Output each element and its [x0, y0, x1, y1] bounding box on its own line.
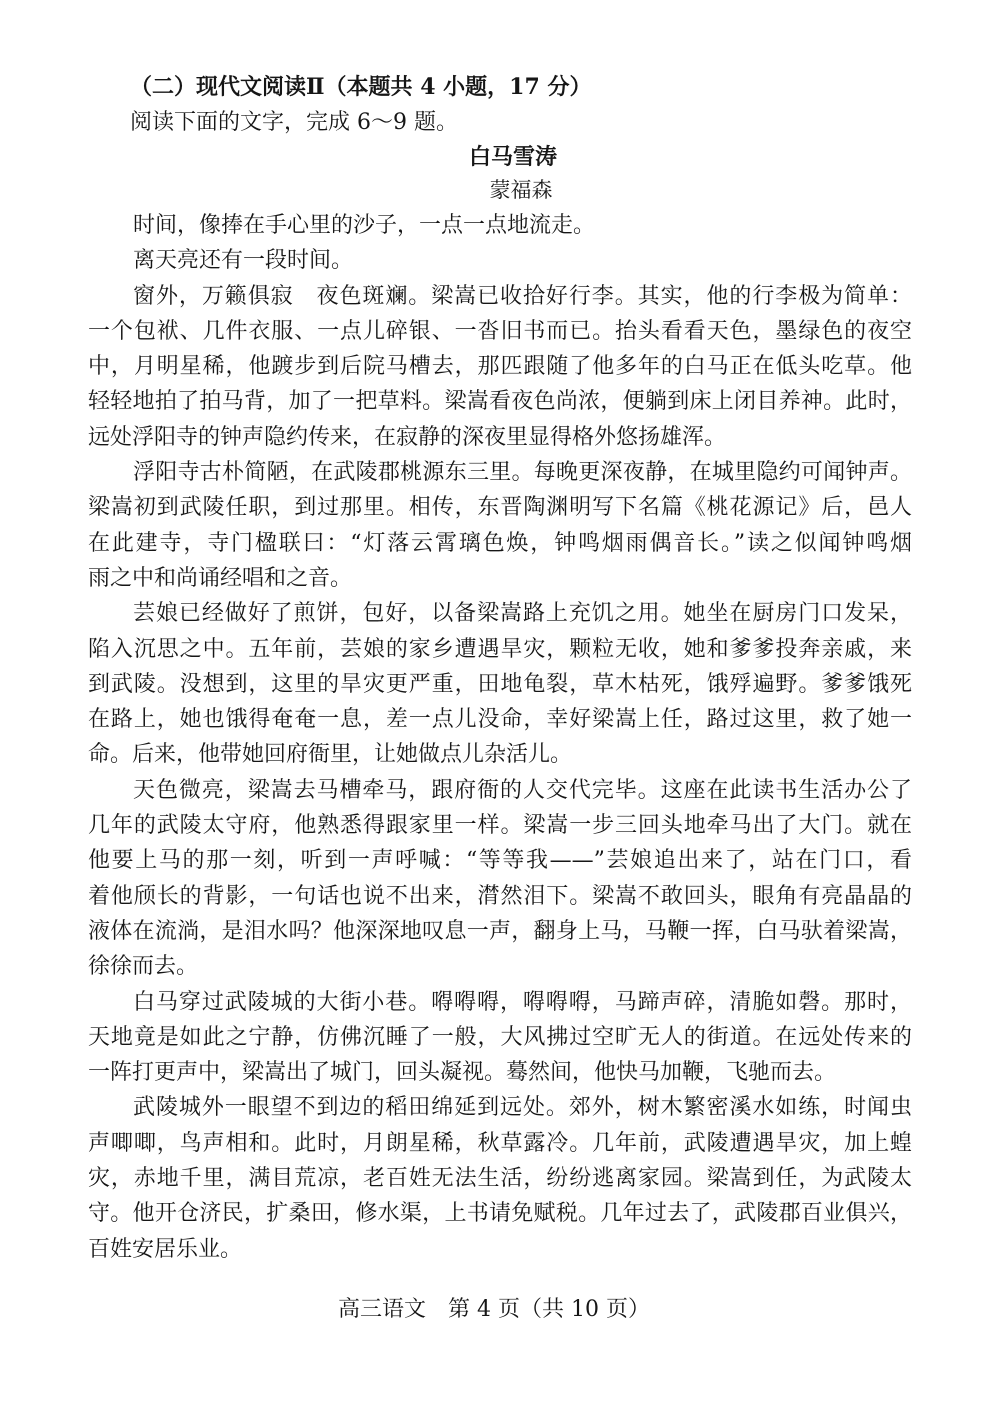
text-line: 在此建寺，寺门楹联曰：“灯落云霄璃色焕，钟鸣烟雨偶音长。”读之似闻钟鸣烟	[88, 530, 912, 556]
text-line: 中，月明星稀，他踱步到后院马槽去，那匹跟随了他多年的白马正在低头吃草。他	[88, 354, 912, 380]
article-author: 蒙福森	[489, 178, 553, 202]
text-line: 到武陵。没想到，这里的旱灾更严重，田地龟裂，草木枯死，饿殍遍野。爹爹饿死	[88, 671, 912, 697]
text-line: 武陵城外一眼望不到边的稻田绵延到远处。郊外，树木繁密溪水如练，时闻虫	[133, 1095, 912, 1121]
text-line: 天色微亮，梁嵩去马槽牵马，跟府衙的人交代完毕。这座在此读书生活办公了	[133, 777, 912, 803]
paragraph	[88, 985, 912, 1091]
text-line: 雨之中和尚诵经唱和之音。	[88, 565, 353, 591]
text-line: 远处浮阳寺的钟声隐约传来，在寂静的深夜里显得格外悠扬雄浑。	[88, 424, 727, 450]
text-line: 液体在流淌，是泪水吗？他深深地叹息一声，翻身上马，马鞭一挥，白马驮着梁嵩，	[88, 918, 912, 944]
text-line: 轻轻地拍了拍马背，加了一把草料。梁嵩看夜色尚浓，便躺到床上闭目养神。此时，	[88, 389, 912, 415]
text-line: 几年的武陵太守府，他熟悉得跟家里一样。梁嵩一步三回头地牵马出了大门。就在	[88, 813, 912, 839]
text-line: 浮阳寺古朴简陋，在武陵郡桃源东三里。每晚更深夜静，在城里隐约可闻钟声。	[133, 460, 912, 486]
text-line: 离天亮还有一段时间。	[133, 248, 354, 274]
paragraph	[88, 1090, 912, 1266]
text-line: 天地竟是如此之宁静，仿佛沉睡了一般，大风拂过空旷无人的街道。在远处传来的	[88, 1024, 912, 1050]
paragraph	[88, 455, 912, 596]
text-line: 陷入沉思之中。五年前，芸娘的家乡遭遇旱灾，颗粒无收，她和爹爹投奔亲戚，来	[88, 636, 912, 662]
text-line: 窗外，万籁俱寂 夜色斑斓。梁嵩已收拾好行李。其实，他的行李极为简单：	[133, 283, 912, 309]
paragraph	[88, 596, 912, 772]
text-line: 在路上，她也饿得奄奄一息，差一点儿没命，幸好梁嵩上任，路过这里，救了她一	[88, 707, 912, 733]
text-line: 百姓安居乐业。	[88, 1236, 243, 1262]
paragraph	[88, 208, 912, 243]
reading-instructions: 阅读下面的文字，完成 6～9 题。	[130, 110, 458, 135]
article-title: 白马雪涛	[468, 144, 557, 170]
paragraph	[88, 279, 912, 455]
paragraph	[88, 243, 912, 278]
text-line: 守。他开仓济民，扩桑田，修水渠，上书请免赋税。几年过去了，武陵郡百业俱兴，	[88, 1201, 912, 1227]
text-line: 命。后来，他带她回府衙里，让她做点儿杂活儿。	[88, 742, 573, 768]
paragraph	[88, 773, 912, 985]
text-line: 一阵打更声中，梁嵩出了城门，回头凝视。蓦然间，他快马加鞭，飞驰而去。	[88, 1060, 837, 1086]
text-line: 芸娘已经做好了煎饼，包好，以备梁嵩路上充饥之用。她坐在厨房门口发呆，	[133, 601, 912, 627]
section-heading: （二）现代文阅读Ⅱ（本题共 4 小题，17 分）	[130, 74, 592, 100]
text-line: 声唧唧，鸟声相和。此时，月朗星稀，秋草露冷。几年前，武陵遭遇旱灾，加上蝗	[88, 1130, 912, 1156]
text-line: 时间，像捧在手心里的沙子，一点一点地流走。	[133, 213, 596, 238]
text-line: 灾，赤地千里，满目荒凉，老百姓无法生活，纷纷逃离家园。梁嵩到任，为武陵太	[88, 1166, 912, 1192]
text-line: 白马穿过武陵城的大街小巷。嘚嘚嘚，嘚嘚嘚，马蹄声碎，清脆如磬。那时，	[133, 989, 912, 1015]
text-line: 着他颀长的背影，一句话也说不出来，潸然泪下。梁嵩不敢回头，眼角有亮晶晶的	[88, 883, 912, 909]
article-body	[88, 208, 912, 1267]
text-line: 一个包袱、几件衣服、一点儿碎银、一沓旧书而已。抬头看看天色，墨绿色的夜空	[88, 318, 912, 344]
text-line: 徐徐而去。	[88, 954, 199, 980]
page-footer: 高三语文 第 4 页（共 10 页）	[338, 1297, 650, 1322]
text-line: 他要上马的那一刻，听到一声呼喊：“等等我——”芸娘追出来了，站在门口，看	[88, 848, 912, 874]
text-line: 梁嵩初到武陵任职，到过那里。相传，东晋陶渊明写下名篇《桃花源记》后，邑人	[88, 495, 912, 521]
